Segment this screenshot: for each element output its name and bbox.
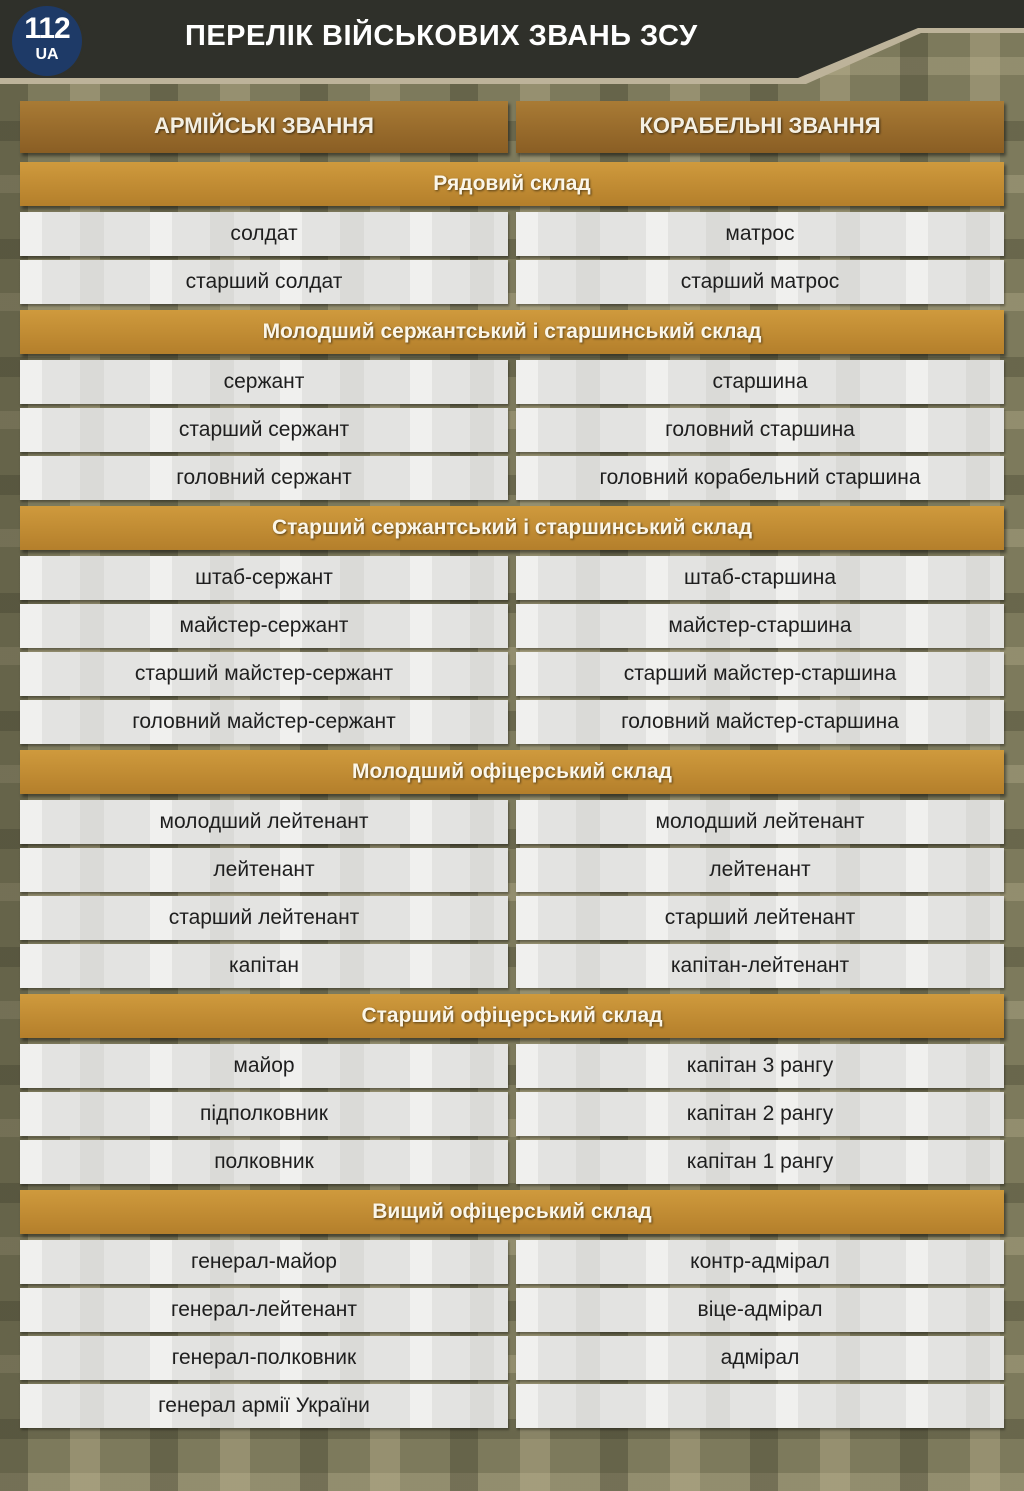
column-headers xyxy=(20,101,1004,153)
rank-section xyxy=(20,506,1004,744)
rank-row xyxy=(20,604,1004,648)
army-rank-cell: старший сержант xyxy=(20,408,508,452)
navy-rank-cell: головний старшина xyxy=(516,408,1004,452)
ranks-table xyxy=(20,101,1004,1434)
army-rank-cell: старший лейтенант xyxy=(20,896,508,940)
navy-rank-cell: штаб-старшина xyxy=(516,556,1004,600)
navy-rank-cell: молодший лейтенант xyxy=(516,800,1004,844)
army-rank-cell: головний майстер-сержант xyxy=(20,700,508,744)
rank-section xyxy=(20,310,1004,500)
rank-section xyxy=(20,750,1004,988)
logo-suffix: UA xyxy=(35,46,59,63)
army-rank-cell: старший майстер-сержант xyxy=(20,652,508,696)
rank-section xyxy=(20,162,1004,304)
rank-row xyxy=(20,1240,1004,1284)
logo xyxy=(12,6,82,76)
navy-rank-cell: матрос xyxy=(516,212,1004,256)
rank-row xyxy=(20,260,1004,304)
rank-row xyxy=(20,944,1004,988)
army-rank-cell: генерал армії України xyxy=(20,1384,508,1428)
rank-row xyxy=(20,700,1004,744)
rank-row xyxy=(20,212,1004,256)
army-rank-cell: сержант xyxy=(20,360,508,404)
rank-row xyxy=(20,456,1004,500)
section-header: Молодший офіцерський склад xyxy=(20,750,1004,794)
army-rank-cell: капітан xyxy=(20,944,508,988)
army-rank-cell: підполковник xyxy=(20,1092,508,1136)
rank-row xyxy=(20,1140,1004,1184)
army-rank-cell: полковник xyxy=(20,1140,508,1184)
navy-rank-cell: контр-адмірал xyxy=(516,1240,1004,1284)
rank-row xyxy=(20,1384,1004,1428)
army-rank-cell: генерал-майор xyxy=(20,1240,508,1284)
section-header: Рядовий склад xyxy=(20,162,1004,206)
rank-row xyxy=(20,1044,1004,1088)
rank-row xyxy=(20,800,1004,844)
rank-row xyxy=(20,408,1004,452)
column-header-army: АРМІЙСЬКІ ЗВАННЯ xyxy=(20,101,508,153)
rank-row xyxy=(20,556,1004,600)
section-header: Молодший сержантський і старшинський склад xyxy=(20,310,1004,354)
section-header: Старший сержантський і старшинський склад xyxy=(20,506,1004,550)
rank-row xyxy=(20,848,1004,892)
navy-rank-cell: головний корабельний старшина xyxy=(516,456,1004,500)
rank-row xyxy=(20,896,1004,940)
navy-rank-cell: адмірал xyxy=(516,1336,1004,1380)
rank-row xyxy=(20,1288,1004,1332)
navy-rank-cell: старший лейтенант xyxy=(516,896,1004,940)
logo-number: 112 xyxy=(24,12,70,45)
army-rank-cell: штаб-сержант xyxy=(20,556,508,600)
rank-row xyxy=(20,652,1004,696)
section-header: Старший офіцерський склад xyxy=(20,994,1004,1038)
page-title: ПЕРЕЛІК ВІЙСЬКОВИХ ЗВАНЬ ЗСУ xyxy=(185,20,698,52)
army-rank-cell: генерал-полковник xyxy=(20,1336,508,1380)
navy-rank-cell: старший матрос xyxy=(516,260,1004,304)
navy-rank-cell: старший майстер-старшина xyxy=(516,652,1004,696)
rank-row xyxy=(20,1336,1004,1380)
section-header: Вищий офіцерський склад xyxy=(20,1190,1004,1234)
navy-rank-cell: капітан 1 рангу xyxy=(516,1140,1004,1184)
navy-rank-cell: капітан 2 рангу xyxy=(516,1092,1004,1136)
army-rank-cell: генерал-лейтенант xyxy=(20,1288,508,1332)
navy-rank-cell: старшина xyxy=(516,360,1004,404)
rank-section xyxy=(20,1190,1004,1428)
navy-rank-cell: майстер-старшина xyxy=(516,604,1004,648)
army-rank-cell: головний сержант xyxy=(20,456,508,500)
navy-rank-cell: головний майстер-старшина xyxy=(516,700,1004,744)
navy-rank-cell: капітан-лейтенант xyxy=(516,944,1004,988)
navy-rank-cell: лейтенант xyxy=(516,848,1004,892)
rank-section xyxy=(20,994,1004,1184)
navy-rank-cell: віце-адмірал xyxy=(516,1288,1004,1332)
army-rank-cell: майор xyxy=(20,1044,508,1088)
army-rank-cell: солдат xyxy=(20,212,508,256)
army-rank-cell: лейтенант xyxy=(20,848,508,892)
navy-rank-cell xyxy=(516,1384,1004,1428)
army-rank-cell: старший солдат xyxy=(20,260,508,304)
navy-rank-cell: капітан 3 рангу xyxy=(516,1044,1004,1088)
army-rank-cell: майстер-сержант xyxy=(20,604,508,648)
column-header-navy: КОРАБЕЛЬНІ ЗВАННЯ xyxy=(516,101,1004,153)
army-rank-cell: молодший лейтенант xyxy=(20,800,508,844)
sections-container xyxy=(20,162,1004,1428)
rank-row xyxy=(20,1092,1004,1136)
rank-row xyxy=(20,360,1004,404)
